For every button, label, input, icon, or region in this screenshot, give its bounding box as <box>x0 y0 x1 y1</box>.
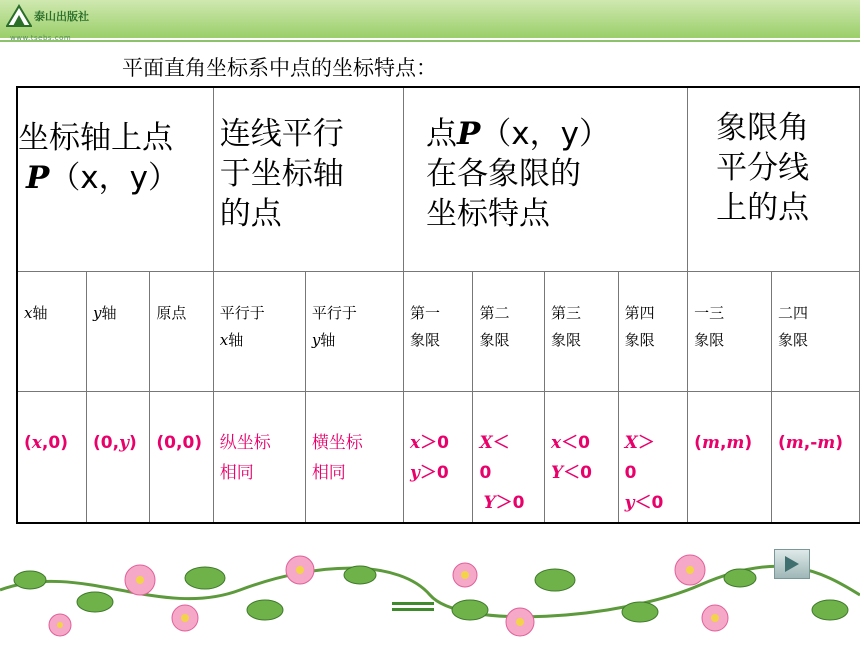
relation: ＞ <box>637 432 655 453</box>
coord-open: (0, <box>93 432 120 453</box>
logo-url: www.tsebs.com <box>10 34 72 42</box>
axis-text: 轴 <box>32 303 48 322</box>
quadrant-number: 第二 <box>479 303 510 322</box>
relation: ＞0 <box>495 492 525 513</box>
value-parallel-x <box>213 391 305 523</box>
value-x-axis <box>17 391 87 523</box>
subheader-bisector-24 <box>772 271 860 391</box>
header-band <box>0 0 860 38</box>
quadrant-word: 象限 <box>551 330 582 349</box>
paren: ( <box>778 432 786 453</box>
quadrant-point-p: P <box>456 116 481 152</box>
header-divider <box>0 40 860 42</box>
var-y: y <box>119 432 129 453</box>
value-bisector-13 <box>688 391 772 523</box>
axis-text: 轴 <box>101 303 117 322</box>
coord-rest: ,0) <box>41 432 68 453</box>
group-axis-line1: 坐标轴上点 <box>18 120 173 156</box>
parallel-label: 平行于 <box>311 303 357 322</box>
value-y-axis <box>87 391 150 523</box>
subheader-y-axis <box>87 271 150 391</box>
relation: ＜0 <box>563 462 593 483</box>
var-m: m <box>785 432 804 453</box>
group-axis-points <box>17 87 213 271</box>
value-q1 <box>403 391 473 523</box>
quadrant-word: 象限 <box>624 330 655 349</box>
play-icon <box>785 556 799 572</box>
value-q4 <box>618 391 688 523</box>
quadrant-word: 象限 <box>409 330 440 349</box>
group-parallel-line2: 于坐标轴 <box>219 156 344 192</box>
quadrant-word: 象限 <box>694 330 725 349</box>
point-coords: （x，y） <box>49 160 180 196</box>
group-bisector-line3: 上的点 <box>716 190 810 226</box>
relation-wrap: 0 <box>624 462 637 483</box>
value-row <box>17 391 860 523</box>
relation: ＜0 <box>561 432 591 453</box>
group-bisector-line1: 象限角 <box>716 110 810 146</box>
quadrant-word: 象限 <box>479 330 510 349</box>
quadrant-point-prefix: 点 <box>425 116 457 152</box>
var-y: y <box>311 330 321 349</box>
next-slide-button[interactable] <box>774 549 810 579</box>
subheader-q4 <box>618 271 688 391</box>
group-parallel-points <box>213 87 403 271</box>
subheader-origin <box>150 271 213 391</box>
publisher-logo <box>6 4 98 44</box>
value-parallel-y <box>305 391 403 523</box>
subheader-row <box>17 271 860 391</box>
var-y: Y <box>551 462 564 483</box>
var-y: Y <box>483 492 496 513</box>
flower-vine-decoration <box>0 540 860 645</box>
paren: ) <box>744 432 753 453</box>
quadrant-point-coords: （x，y） <box>480 116 610 152</box>
var-x: x <box>219 330 229 349</box>
paren: ) <box>835 432 844 453</box>
var-y: y <box>409 462 420 483</box>
relation: ＜ <box>492 432 510 453</box>
relation-wrap: 0 <box>479 462 492 483</box>
relation: ＞0 <box>420 432 449 453</box>
subheader-q1 <box>403 271 473 391</box>
group-quadrant-line2: 在各象限的 <box>425 156 581 192</box>
subheader-q3 <box>545 271 619 391</box>
subheader-x-axis <box>17 271 87 391</box>
group-quadrant-line3: 坐标特点 <box>425 196 550 232</box>
value-origin <box>150 391 213 523</box>
subheader-q2 <box>473 271 545 391</box>
mountain-icon <box>6 4 32 28</box>
var-x: X <box>479 432 493 453</box>
separator: , <box>719 432 727 453</box>
var-m: m <box>817 432 836 453</box>
subheader-parallel-x <box>213 271 305 391</box>
coordinate-table <box>16 86 860 524</box>
var-x: X <box>624 432 638 453</box>
bisector-number: 二四 <box>778 303 809 322</box>
axis-text: 轴 <box>228 330 244 349</box>
group-bisector-points <box>688 87 860 271</box>
value-q3 <box>545 391 619 523</box>
var-x: x <box>24 303 33 322</box>
var-m: m <box>701 432 720 453</box>
subheader-bisector-13 <box>688 271 772 391</box>
axis-text: 轴 <box>320 330 336 349</box>
slide-title: 平面直角坐标系中点的坐标特点： <box>122 56 437 80</box>
bisector-number: 一三 <box>694 303 725 322</box>
origin-coords: (0,0) <box>156 432 203 453</box>
origin-label: 原点 <box>156 303 187 322</box>
parallel-label: 平行于 <box>219 303 265 322</box>
relation: ＜0 <box>634 492 664 513</box>
var-x: x <box>409 432 421 453</box>
var-y: y <box>624 492 635 513</box>
separator: ,- <box>803 432 818 453</box>
var-m: m <box>726 432 745 453</box>
quadrant-number: 第一 <box>409 303 440 322</box>
subheader-parallel-y <box>305 271 403 391</box>
value-q2 <box>473 391 545 523</box>
group-parallel-line1: 连线平行 <box>219 116 344 152</box>
var-x: x <box>31 432 42 453</box>
paren: ) <box>128 432 137 453</box>
quadrant-number: 第四 <box>624 303 655 322</box>
paren: ( <box>694 432 702 453</box>
parallel-rule-line1: 横坐标 <box>311 432 363 453</box>
quadrant-number: 第三 <box>551 303 582 322</box>
quadrant-word: 象限 <box>778 330 809 349</box>
parallel-rule-line2: 相同 <box>311 462 346 483</box>
group-quadrant-points <box>403 87 687 271</box>
var-y: y <box>93 303 102 322</box>
point-p-label: P <box>26 160 50 196</box>
paren: ( <box>24 432 32 453</box>
relation: ＞0 <box>419 462 449 483</box>
group-bisector-line2: 平分线 <box>716 150 810 186</box>
var-x: x <box>551 432 562 453</box>
value-bisector-24 <box>772 391 860 523</box>
parallel-rule-line2: 相同 <box>219 462 254 483</box>
group-header-row <box>17 87 860 271</box>
group-parallel-line3: 的点 <box>219 196 282 232</box>
logo-text: 泰山出版社 <box>34 10 89 23</box>
parallel-rule-line1: 纵坐标 <box>219 432 271 453</box>
